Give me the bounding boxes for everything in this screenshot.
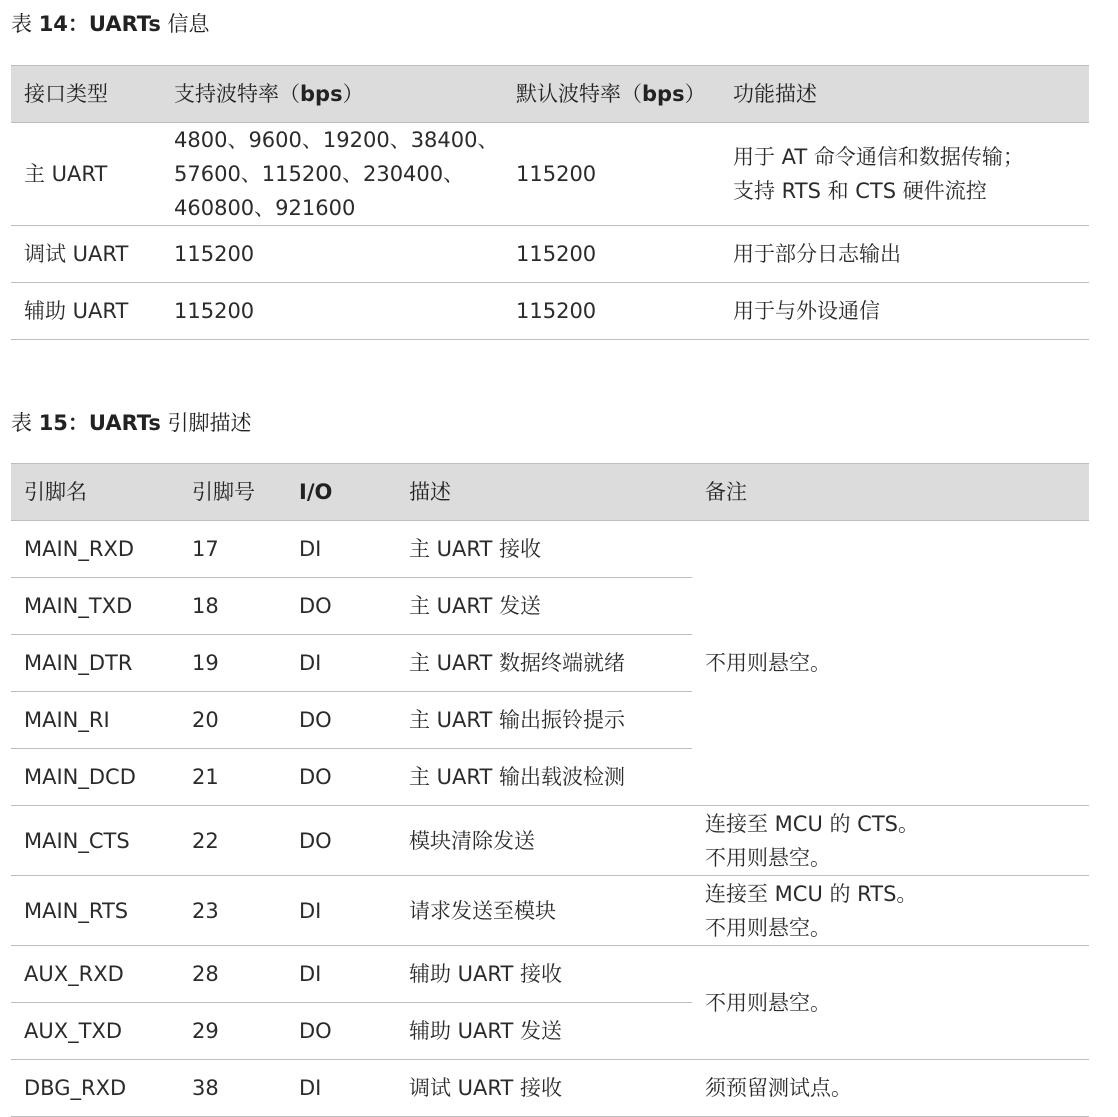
cell-default: 115200 bbox=[503, 226, 720, 283]
cell-io: DI bbox=[286, 946, 396, 1003]
cell-type: 主 UART bbox=[11, 123, 161, 226]
cell-default: 115200 bbox=[503, 123, 720, 226]
cell-pin-number: 38 bbox=[179, 1060, 286, 1117]
cell-pin-name: MAIN_RI bbox=[11, 692, 179, 749]
table-row bbox=[11, 946, 1089, 1003]
caption-title: 信息 bbox=[167, 12, 210, 36]
caption-number: 15：UARTs bbox=[38, 411, 161, 435]
cell-io: DI bbox=[286, 521, 396, 578]
header-supported-baud: 支持波特率（bps） bbox=[161, 66, 503, 123]
cell-description: 主 UART 接收 bbox=[396, 521, 692, 578]
cell-pin-name: AUX_TXD bbox=[11, 1003, 179, 1060]
table-row bbox=[11, 226, 1089, 283]
cell-desc: 用于 AT 命令通信和数据传输； 支持 RTS 和 CTS 硬件流控 bbox=[720, 123, 1089, 226]
cell-default: 115200 bbox=[503, 283, 720, 340]
table14-caption bbox=[11, 8, 210, 38]
cell-io: DO bbox=[286, 578, 396, 635]
cell-type: 调试 UART bbox=[11, 226, 161, 283]
cell-supported: 115200 bbox=[161, 283, 503, 340]
cell-io: DO bbox=[286, 692, 396, 749]
cell-io: DO bbox=[286, 1003, 396, 1060]
cell-io: DI bbox=[286, 876, 396, 946]
header-pin-number: 引脚号 bbox=[179, 464, 286, 521]
cell-pin-number: 19 bbox=[179, 635, 286, 692]
cell-pin-number: 23 bbox=[179, 876, 286, 946]
uart-pin-table bbox=[11, 463, 1089, 1117]
cell-pin-number: 29 bbox=[179, 1003, 286, 1060]
cell-io: DI bbox=[286, 1060, 396, 1117]
cell-type: 辅助 UART bbox=[11, 283, 161, 340]
caption-title: 引脚描述 bbox=[167, 411, 252, 435]
cell-pin-name: MAIN_TXD bbox=[11, 578, 179, 635]
cell-description: 主 UART 发送 bbox=[396, 578, 692, 635]
table-header-row bbox=[11, 66, 1089, 123]
table-row bbox=[11, 876, 1089, 946]
table-row bbox=[11, 283, 1089, 340]
cell-io: DO bbox=[286, 749, 396, 806]
cell-pin-number: 20 bbox=[179, 692, 286, 749]
caption-prefix: 表 bbox=[11, 411, 32, 435]
cell-note-main-group: 不用则悬空。 bbox=[692, 521, 1089, 806]
cell-pin-number: 22 bbox=[179, 806, 286, 876]
cell-description: 主 UART 数据终端就绪 bbox=[396, 635, 692, 692]
table-row bbox=[11, 1060, 1089, 1117]
header-io: I/O bbox=[286, 464, 396, 521]
table15-caption bbox=[11, 407, 252, 437]
table-row bbox=[11, 123, 1089, 226]
cell-pin-name: MAIN_CTS bbox=[11, 806, 179, 876]
header-function-desc: 功能描述 bbox=[720, 66, 1089, 123]
header-default-baud: 默认波特率（bps） bbox=[503, 66, 720, 123]
table-row bbox=[11, 521, 1089, 578]
header-description: 描述 bbox=[396, 464, 692, 521]
cell-pin-name: MAIN_DCD bbox=[11, 749, 179, 806]
uart-info-table bbox=[11, 65, 1089, 340]
cell-description: 调试 UART 接收 bbox=[396, 1060, 692, 1117]
caption-number: 14：UARTs bbox=[38, 12, 161, 36]
cell-pin-name: DBG_RXD bbox=[11, 1060, 179, 1117]
cell-description: 主 UART 输出振铃提示 bbox=[396, 692, 692, 749]
cell-pin-number: 28 bbox=[179, 946, 286, 1003]
table-header-row bbox=[11, 464, 1089, 521]
cell-note-cts: 连接至 MCU 的 CTS。 不用则悬空。 bbox=[692, 806, 1089, 876]
cell-description: 模块清除发送 bbox=[396, 806, 692, 876]
cell-description: 辅助 UART 接收 bbox=[396, 946, 692, 1003]
cell-io: DI bbox=[286, 635, 396, 692]
cell-pin-name: MAIN_RTS bbox=[11, 876, 179, 946]
caption-prefix: 表 bbox=[11, 12, 32, 36]
cell-description: 请求发送至模块 bbox=[396, 876, 692, 946]
cell-supported: 115200 bbox=[161, 226, 503, 283]
cell-desc: 用于部分日志输出 bbox=[720, 226, 1089, 283]
cell-pin-name: MAIN_DTR bbox=[11, 635, 179, 692]
cell-pin-name: MAIN_RXD bbox=[11, 521, 179, 578]
cell-desc: 用于与外设通信 bbox=[720, 283, 1089, 340]
cell-pin-number: 17 bbox=[179, 521, 286, 578]
cell-note-dbg: 须预留测试点。 bbox=[692, 1060, 1089, 1117]
cell-description: 主 UART 输出载波检测 bbox=[396, 749, 692, 806]
cell-description: 辅助 UART 发送 bbox=[396, 1003, 692, 1060]
cell-supported: 4800、9600、19200、38400、 57600、115200、230400、 460800、921600 bbox=[161, 123, 503, 226]
table-row bbox=[11, 806, 1089, 876]
cell-note-rts: 连接至 MCU 的 RTS。 不用则悬空。 bbox=[692, 876, 1089, 946]
cell-pin-number: 18 bbox=[179, 578, 286, 635]
header-interface-type: 接口类型 bbox=[11, 66, 161, 123]
cell-io: DO bbox=[286, 806, 396, 876]
cell-note-aux-group: 不用则悬空。 bbox=[692, 946, 1089, 1060]
header-pin-name: 引脚名 bbox=[11, 464, 179, 521]
cell-pin-number: 21 bbox=[179, 749, 286, 806]
cell-pin-name: AUX_RXD bbox=[11, 946, 179, 1003]
header-notes: 备注 bbox=[692, 464, 1089, 521]
